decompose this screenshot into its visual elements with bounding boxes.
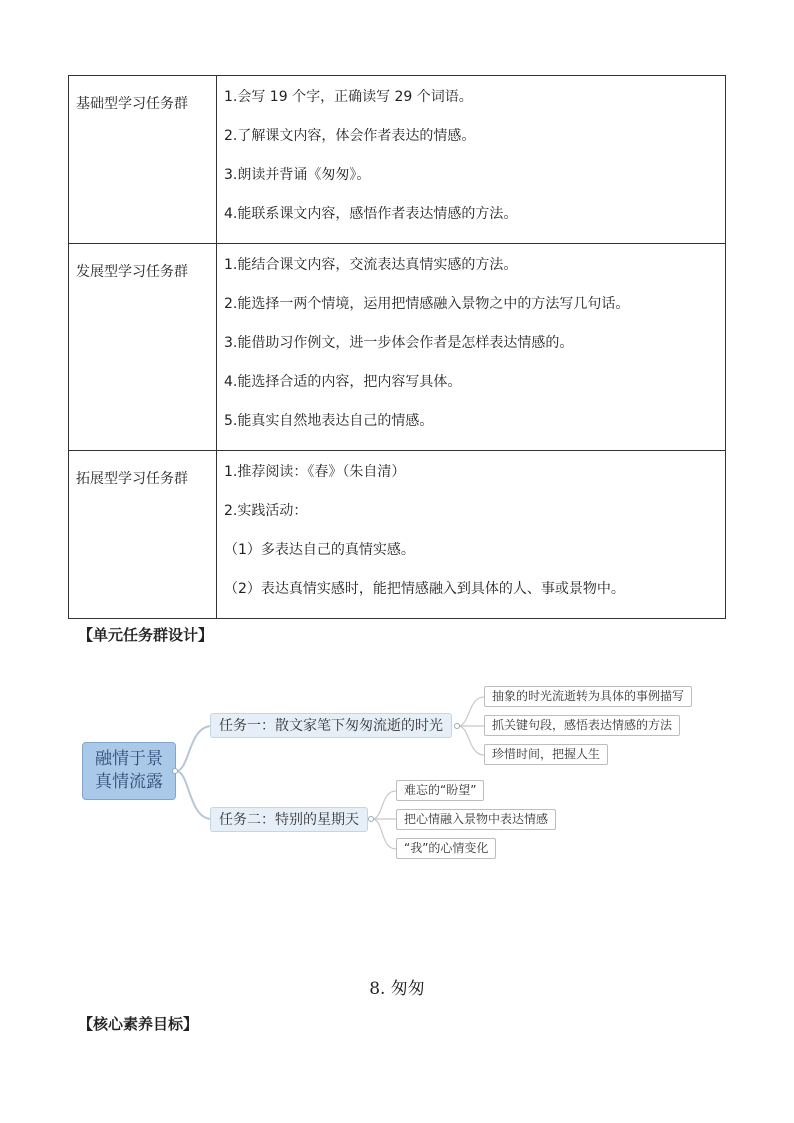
list-item: 4.能选择合适的内容，把内容写具体。 [224, 374, 462, 390]
mind-map-leaf: 把心情融入景物中表达情感 [396, 809, 556, 830]
connector-task1-leaf3 [458, 726, 484, 755]
list-item: 5.能真实自然地表达自己的情感。 [224, 413, 434, 429]
task-group-items [217, 451, 726, 619]
collapse-dot-icon [368, 816, 374, 822]
lesson-title: 8. 匆匆 [369, 979, 425, 999]
connector-task2-leaf3 [372, 819, 396, 849]
list-item: 2.实践活动： [224, 503, 308, 519]
mind-map-leaf: “我”的心情变化 [396, 838, 496, 859]
connector-task2-leaf1 [372, 791, 396, 819]
list-item: 1.能结合课文内容，交流表达真情实感的方法。 [224, 257, 518, 273]
list-item: 1.推荐阅读：《春》（朱自清） [224, 464, 406, 480]
mind-map-leaf: 抽象的时光流逝转为具体的事例描写 [484, 686, 692, 707]
section-heading-task-design: 【单元任务群设计】 [78, 626, 214, 644]
connector-task1-leaf1 [458, 697, 484, 726]
task-group-development: 发展型学习任务群 [69, 244, 217, 451]
mind-map-leaf: 珍惜时间，把握人生 [484, 744, 608, 765]
mind-map-task-2: 任务二：特别的星期天 [210, 807, 368, 832]
connector-root-task2 [176, 771, 212, 819]
task-group-items [217, 76, 726, 244]
list-item: 1.会写 19 个字，正确读写 29 个词语。 [224, 89, 473, 105]
task-group-basic: 基础型学习任务群 [69, 76, 217, 244]
table-row [69, 244, 726, 451]
mind-map-leaf: 抓关键句段，感悟表达情感的方法 [484, 715, 680, 736]
table-row [69, 76, 726, 244]
list-item: 4.能联系课文内容，感悟作者表达情感的方法。 [224, 206, 518, 222]
list-item: 2.能选择一两个情境，运用把情感融入景物之中的方法写几句话。 [224, 296, 630, 312]
task-group-items [217, 244, 726, 451]
learning-task-table [68, 75, 726, 619]
connector-root-task1 [176, 726, 212, 771]
mind-map-leaf: 难忘的“盼望” [396, 780, 484, 801]
list-item: 3.朗读并背诵《匆匆》。 [224, 167, 371, 183]
list-item: 2.了解课文内容，体会作者表达的情感。 [224, 128, 476, 144]
mind-map-root [82, 742, 176, 800]
task-group-extension: 拓展型学习任务群 [69, 451, 217, 619]
root-line-1: 融情于景 [95, 749, 163, 769]
list-item: （1）多表达自己的真情实感。 [224, 542, 415, 558]
collapse-dot-icon [454, 723, 460, 729]
collapse-dot-icon [172, 768, 178, 774]
list-item: 3.能借助习作例文，进一步体会作者是怎样表达情感的。 [224, 335, 574, 351]
mind-map-task-1: 任务一：散文家笔下匆匆流逝的时光 [210, 713, 452, 738]
section-heading-core-goals: 【核心素养目标】 [78, 1015, 199, 1033]
root-line-2: 真情流露 [95, 772, 163, 792]
table-row [69, 451, 726, 619]
list-item: （2）表达真情实感时，能把情感融入到具体的人、事或景物中。 [224, 581, 625, 597]
